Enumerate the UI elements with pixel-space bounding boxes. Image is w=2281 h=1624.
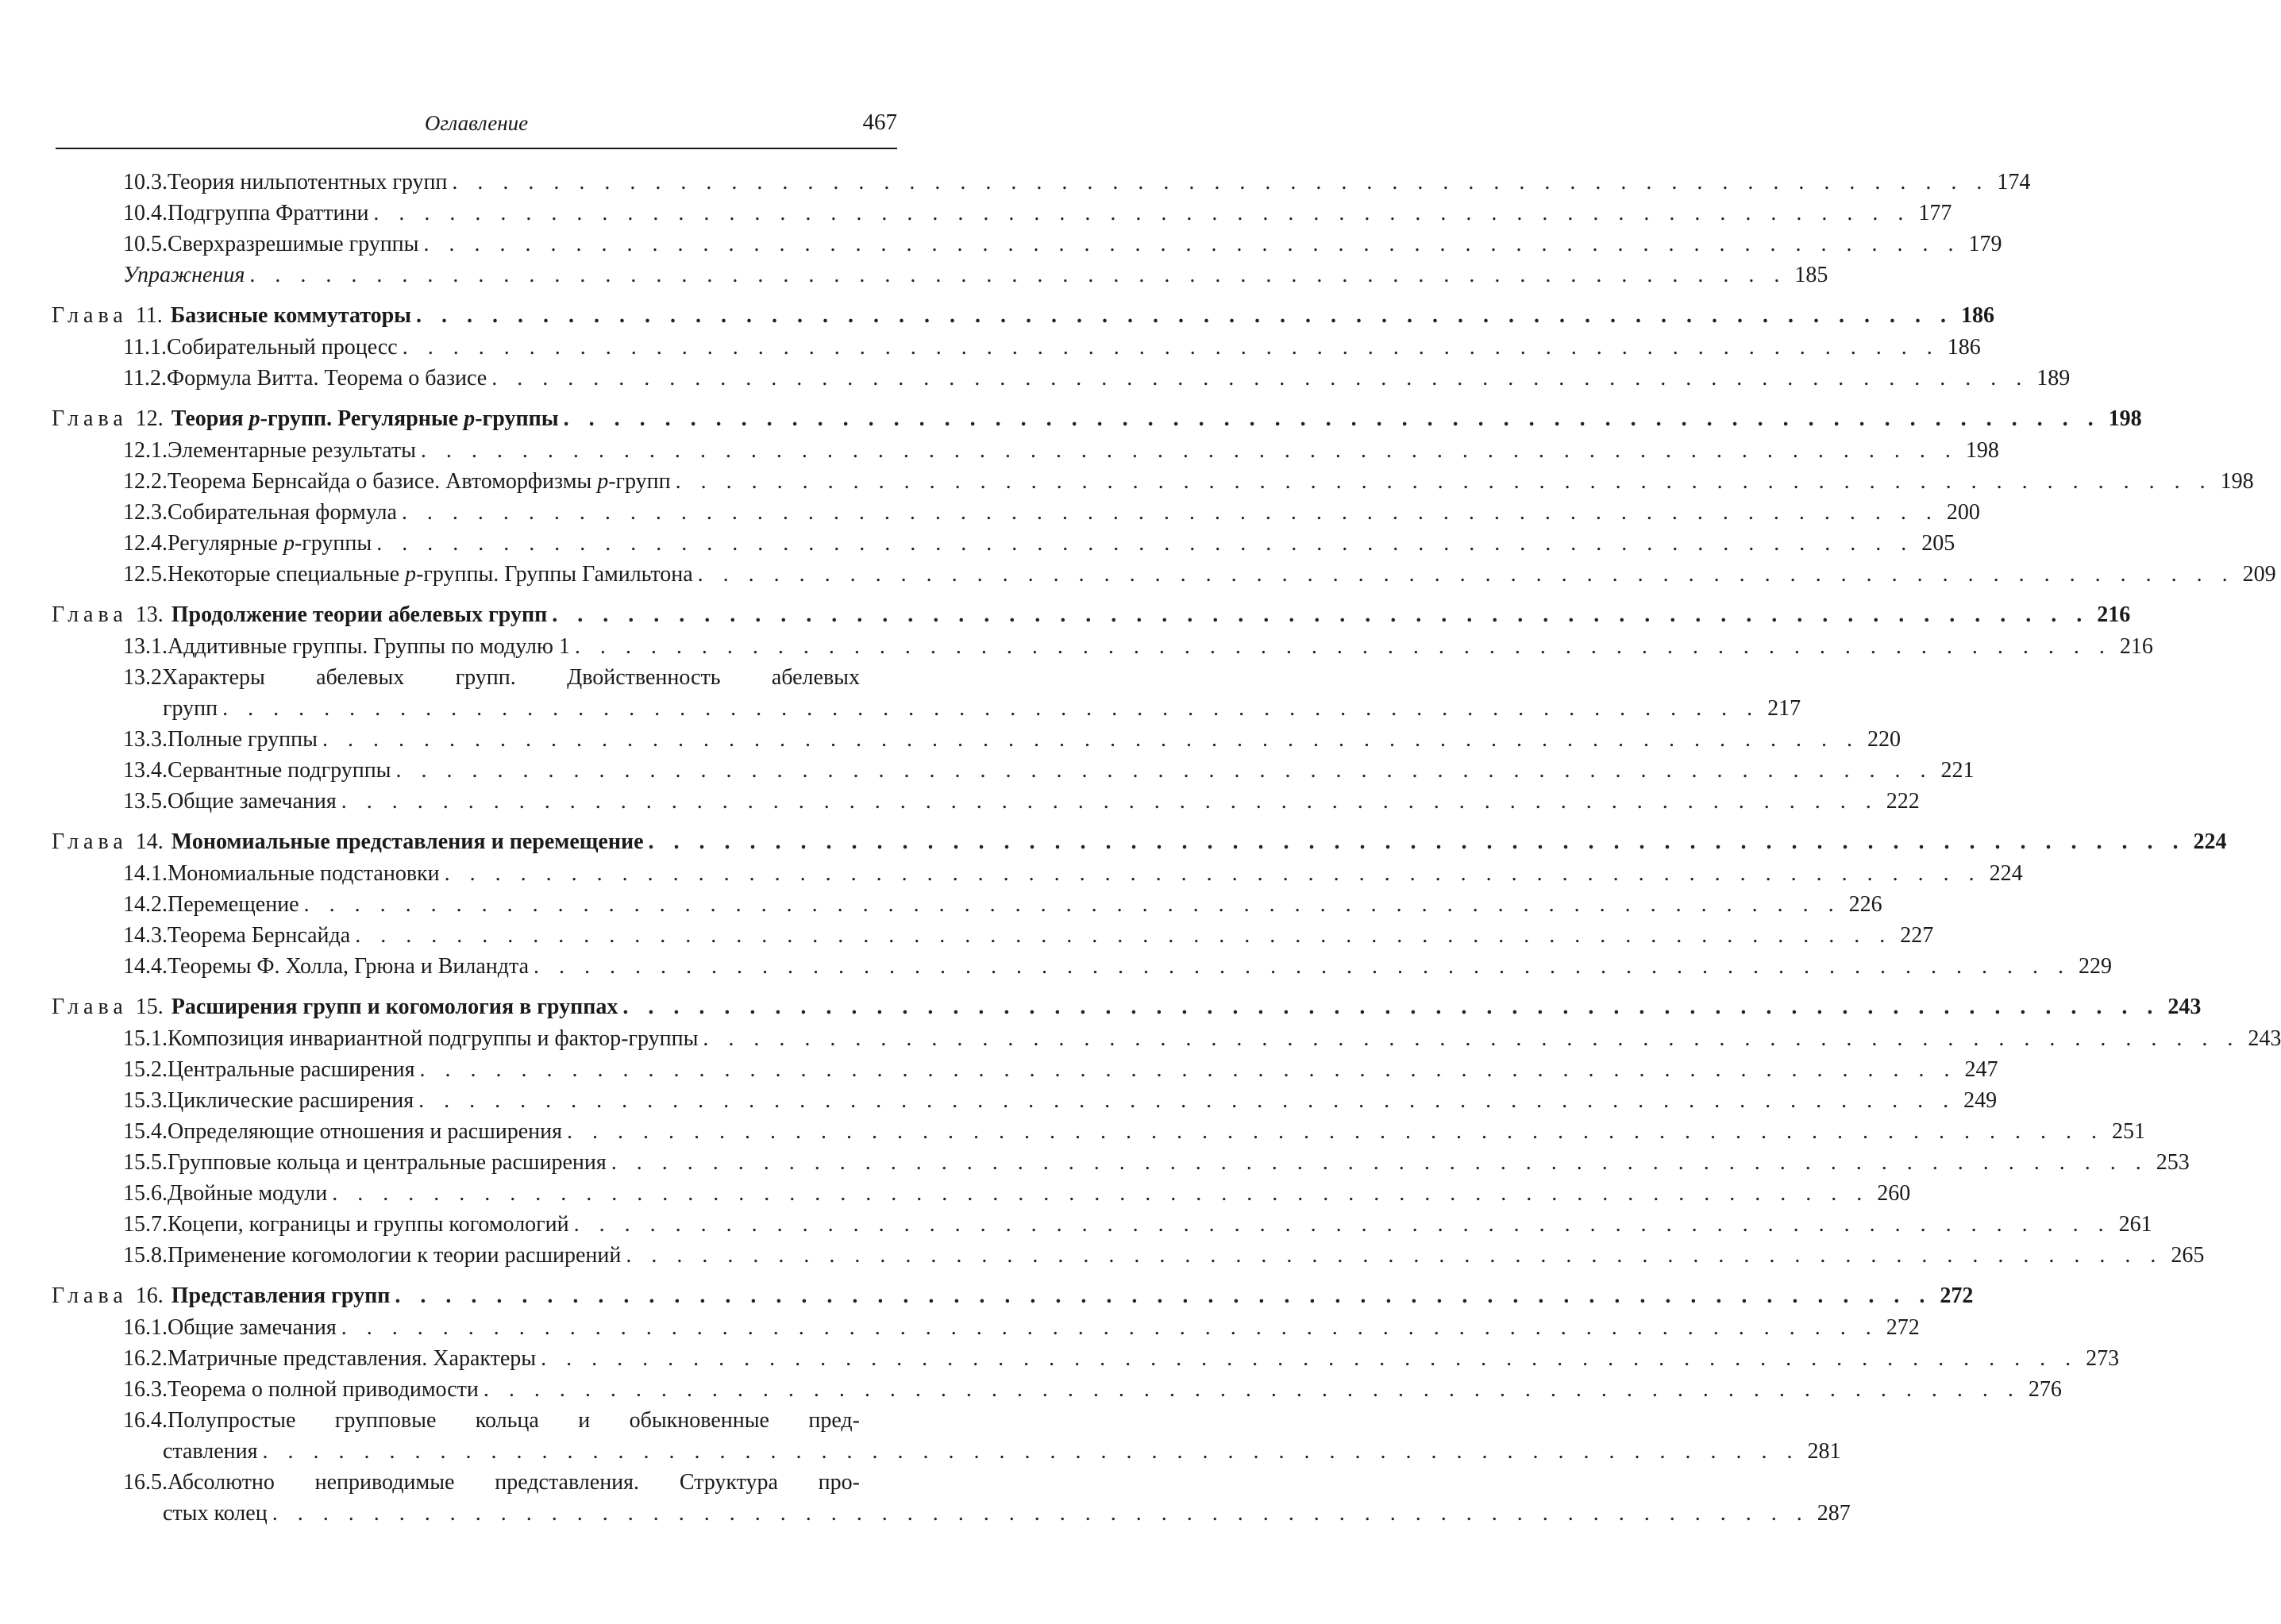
chapter-number: 12. (135, 406, 164, 431)
dot-leader: . . . . . . . . . . . . . . . . . . . . . . . . . . . . . . . . . . . . . . . . . . . . . . . . . . . . . . . . . . . . . (563, 406, 2101, 431)
toc-entry (52, 662, 1801, 724)
entry-page: 186 (1947, 335, 1981, 360)
dot-leader: . . . . . . . . . . . . . . . . . . . . . . . . . . . . . . . . . . . . . . . . . . . . . . . . . . . . . . . . . . . . . (567, 1119, 2105, 1144)
entry-title: Теорема Бернсайда (168, 923, 351, 948)
entry-number: 14.1. (123, 861, 168, 886)
dot-leader: . . . . . . . . . . . . . . . . . . . . . . . . . . . . . . . . . . . . . . . . . . . . . . . . . . . . . . . . . . . . . (322, 727, 1859, 752)
entry-page: 273 (2086, 1346, 2120, 1371)
toc-entry (52, 229, 2002, 260)
dot-leader: . . . . . . . . . . . . . . . . . . . . . . . . . . . . . . . . . . . . . . . . . . . . . . . . . . . . . . . . . . . . . (416, 303, 1954, 328)
chapter-word: Глава (52, 1283, 128, 1308)
dot-leader: . . . . . . . . . . . . . . . . . . . . . . . . . . . . . . . . . . . . . . . . . . . . . . . . . . . . . . . . . . . . . (611, 1150, 2148, 1175)
entry-page: 200 (1946, 500, 1980, 525)
entry-page: 249 (1963, 1088, 1998, 1113)
dot-leader: . . . . . . . . . . . . . . . . . . . . . . . . . . . . . . . . . . . . . . . . . . . . . . . . . . . . . . . . . . . . . (249, 263, 1787, 287)
chapter-title: Продолжение теории абелевых групп (171, 602, 548, 627)
dot-leader: . . . . . . . . . . . . . . . . . . . . . . . . . . . . . . . . . . . . . . . . . . . . . . . . . . . . . . . . . . . . . (444, 861, 1982, 886)
toc-entry (52, 1085, 1998, 1116)
entry-title: Центральные расширения (168, 1057, 415, 1082)
chapter-number: 16. (135, 1283, 164, 1308)
toc-entry-line (123, 662, 901, 693)
entry-number: 15.3. (123, 1088, 168, 1113)
entry-title: Сервантные подгруппы (168, 758, 391, 783)
dot-leader: . . . . . . . . . . . . . . . . . . . . . . . . . . . . . . . . . . . . . . . . . . . . . . . . . . . . . . . . . . . . . (491, 366, 2029, 391)
toc-chapter (52, 991, 2202, 1023)
entry-number: 13.2 (123, 665, 162, 690)
entry-number: 14.4. (123, 954, 168, 979)
dot-leader: . . . . . . . . . . . . . . . . . . . . . . . . . . . . . . . . . . . . . . . . . . . . . . . . . . . . . . . . . . . . . (573, 1212, 2111, 1237)
dot-leader: . . . . . . . . . . . . . . . . . . . . . . . . . . . . . . . . . . . . . . . . . . . . . . . . . . . . . . . . . . . . . (552, 602, 2090, 627)
toc-entry (52, 920, 1934, 951)
dot-leader: . . . . . . . . . . . . . . . . . . . . . . . . . . . . . . . . . . . . . . . . . . . . . . . . . . . . . . . . . . . . . (675, 469, 2213, 494)
dot-leader: . . . . . . . . . . . . . . . . . . . . . . . . . . . . . . . . . . . . . . . . . . . . . . . . . . . . . . . . . . . . . (626, 1243, 2163, 1268)
entry-title: Теорема Бернсайда о базисе. Автоморфизмы p-групп (168, 469, 671, 494)
entry-page: 209 (2242, 562, 2276, 587)
entry-page: 198 (2220, 469, 2254, 494)
toc-entry-line (123, 1498, 1851, 1529)
entry-page: 179 (1968, 232, 2002, 256)
toc-entry (52, 858, 2023, 889)
toc-entry (52, 951, 2113, 982)
page-number: 467 (862, 110, 897, 135)
entry-page: 251 (2112, 1119, 2146, 1144)
chapter-title: Мономиальные представления и перемещение (171, 829, 644, 854)
entry-page: 174 (1997, 170, 2031, 194)
entry-page: 189 (2036, 366, 2071, 391)
dot-leader: . . . . . . . . . . . . . . . . . . . . . . . . . . . . . . . . . . . . . . . . . . . . . . . . . . . . . . . . . . . . . (262, 1439, 1800, 1464)
entry-title: Собирательный процесс (166, 335, 398, 360)
entry-number: 16.2. (123, 1346, 168, 1371)
entry-number: 13.4. (123, 758, 168, 783)
toc-entry (52, 631, 2153, 662)
toc-entry (52, 1343, 2120, 1374)
toc-entry (52, 198, 1952, 229)
dot-leader: . . . . . . . . . . . . . . . . . . . . . . . . . . . . . . . . . . . . . . . . . . . . . . . . . . . . . . . . . . . . . (332, 1181, 1870, 1206)
chapter-word: Глава (52, 829, 128, 854)
toc-entry (52, 1116, 2146, 1147)
entry-title: Коцепи, кограницы и группы когомологий (168, 1212, 569, 1237)
dot-leader: . . . . . . . . . . . . . . . . . . . . . . . . . . . . . . . . . . . . . . . . . . . . . . . . . . . . . . . . . . . . . (697, 562, 2235, 587)
entry-page: 265 (2171, 1243, 2205, 1268)
entry-number: 12.2. (123, 469, 168, 494)
toc-entry (52, 1405, 1841, 1467)
entry-page: 217 (1767, 696, 1801, 721)
toc-chapter (52, 403, 2142, 435)
entry-page: 261 (2118, 1212, 2152, 1237)
dot-leader: . . . . . . . . . . . . . . . . . . . . . . . . . . . . . . . . . . . . . . . . . . . . . . . . . . . . . . . . . . . . . (574, 634, 2112, 659)
entry-title: Регулярные p-группы (168, 531, 372, 556)
dot-leader: . . . . . . . . . . . . . . . . . . . . . . . . . . . . . . . . . . . . . . . . . . . . . . . . . . . . . . . . . . . . . (452, 170, 1990, 194)
dot-leader: . . . . . . . . . . . . . . . . . . . . . . . . . . . . . . . . . . . . . . . . . . . . . . . . . . . . . . . . . . . . . (622, 995, 2160, 1019)
entry-number: 15.7. (123, 1212, 168, 1237)
entry-title-continued: стых колец (163, 1501, 268, 1526)
dot-leader: . . . . . . . . . . . . . . . . . . . . . . . . . . . . . . . . . . . . . . . . . . . . . . . . . . . . . . . . . . . . . (423, 232, 1961, 256)
entry-title: Теоремы Ф. Холла, Грюна и Виландта (168, 954, 530, 979)
entry-number: 16.1. (123, 1315, 168, 1340)
entry-number: 15.2. (123, 1057, 168, 1082)
entry-title: Полупростые групповые кольца и обыкновенные пред- (168, 1408, 860, 1433)
entry-number: 14.2. (123, 892, 168, 917)
chapter-number: 11. (135, 303, 163, 328)
entry-number: 15.5. (123, 1150, 168, 1175)
entry-number: 15.6. (123, 1181, 168, 1206)
toc-entry (52, 497, 1980, 528)
dot-leader: . . . . . . . . . . . . . . . . . . . . . . . . . . . . . . . . . . . . . . . . . . . . . . . . . . . . . . . . . . . . . (376, 531, 1914, 556)
entry-number: 10.5. (123, 232, 168, 256)
entry-title: Групповые кольца и центральные расширения (168, 1150, 607, 1175)
entry-page: 224 (2193, 829, 2227, 854)
chapter-title: Базисные коммутаторы (170, 303, 412, 328)
chapter-number: 14. (135, 829, 164, 854)
dot-leader: . . . . . . . . . . . . . . . . . . . . . . . . . . . . . . . . . . . . . . . . . . . . . . . . . . . . . . . . . . . . . (418, 1088, 1956, 1113)
entry-number: 16.4. (123, 1408, 168, 1433)
toc-entry (52, 332, 1981, 363)
toc-entry (52, 260, 1828, 291)
entry-page: 205 (1921, 531, 1955, 556)
entry-title: Подгруппа Фраттини (168, 201, 369, 225)
chapter-number: 13. (135, 602, 164, 627)
entry-page: 253 (2156, 1150, 2190, 1175)
dot-leader: . . . . . . . . . . . . . . . . . . . . . . . . . . . . . . . . . . . . . . . . . . . . . . . . . . . . . . . . . . . . . (341, 1315, 1878, 1340)
chapter-word: Глава (52, 406, 128, 431)
entry-title: Некоторые специальные p-группы. Группы Гамильтона (168, 562, 693, 587)
entry-number: 12.3. (123, 500, 168, 525)
entry-page: 281 (1807, 1439, 1841, 1464)
dot-leader: . . . . . . . . . . . . . . . . . . . . . . . . . . . . . . . . . . . . . . . . . . . . . . . . . . . . . . . . . . . . . (419, 1057, 1957, 1082)
toc-entry (52, 724, 1901, 755)
entry-page: 221 (1940, 758, 1975, 783)
entry-number: 12.5. (123, 562, 168, 587)
dot-leader: . . . . . . . . . . . . . . . . . . . . . . . . . . . . . . . . . . . . . . . . . . . . . . . . . . . . . . . . . . . . . (401, 500, 1939, 525)
table-of-contents (52, 167, 2281, 1529)
entry-number: 16.3. (123, 1377, 168, 1402)
chapter-word: Глава (52, 602, 128, 627)
entry-title: Формула Витта. Теорема о базисе (166, 366, 487, 391)
entry-number: 16.5. (123, 1470, 168, 1495)
entry-page: 224 (1989, 861, 2023, 886)
entry-title: Характеры абелевых групп. Двойственность абелевых (162, 665, 860, 690)
toc-entry-line (123, 1405, 901, 1436)
dot-leader: . . . . . . . . . . . . . . . . . . . . . . . . . . . . . . . . . . . . . . . . . . . . . . . . . . . . . . . . . . . . . (648, 829, 2186, 854)
entry-number: 11.1. (123, 335, 167, 360)
entry-title: Общие замечания (168, 789, 337, 814)
entry-page: 260 (1877, 1181, 1911, 1206)
entry-number: 15.4. (123, 1119, 168, 1144)
entry-number: 13.1. (123, 634, 168, 659)
toc-entry-line (123, 693, 1801, 724)
dot-leader: . . . . . . . . . . . . . . . . . . . . . . . . . . . . . . . . . . . . . . . . . . . . . . . . . . . . . . . . . . . . . (395, 1283, 1932, 1308)
dot-leader: . . . . . . . . . . . . . . . . . . . . . . . . . . . . . . . . . . . . . . . . . . . . . . . . . . . . . . . . . . . . . (534, 954, 2071, 979)
entry-title: Композиция инвариантной подгруппы и фактор-группы (168, 1026, 699, 1051)
dot-leader: . . . . . . . . . . . . . . . . . . . . . . . . . . . . . . . . . . . . . . . . . . . . . . . . . . . . . . . . . . . . . (703, 1026, 2241, 1051)
entry-page: 287 (1817, 1501, 1851, 1526)
entry-page: 227 (1900, 923, 1934, 948)
toc-entry (52, 363, 2071, 394)
entry-number: 13.3. (123, 727, 168, 752)
entry-page: 216 (2119, 634, 2153, 659)
entry-page: 216 (2097, 602, 2131, 627)
entry-title: Применение когомологии к теории расширений (168, 1243, 622, 1268)
entry-page: 186 (1961, 303, 1995, 328)
running-title: Оглавление (424, 111, 529, 135)
entry-page: 276 (2028, 1377, 2062, 1402)
entry-page: 198 (2108, 406, 2142, 431)
entry-title: Абсолютно неприводимые представления. Структура про- (168, 1470, 860, 1495)
entry-title: Матричные представления. Характеры (168, 1346, 537, 1371)
entry-title: Сверхразрешимые группы (168, 232, 419, 256)
dot-leader: . . . . . . . . . . . . . . . . . . . . . . . . . . . . . . . . . . . . . . . . . . . . . . . . . . . . . . . . . . . . . (483, 1377, 2021, 1402)
dot-leader: . . . . . . . . . . . . . . . . . . . . . . . . . . . . . . . . . . . . . . . . . . . . . . . . . . . . . . . . . . . . . (402, 335, 1940, 360)
dot-leader: . . . . . . . . . . . . . . . . . . . . . . . . . . . . . . . . . . . . . . . . . . . . . . . . . . . . . . . . . . . . . (395, 758, 1933, 783)
chapter-word: Глава (52, 303, 128, 328)
entry-title: Элементарные результаты (168, 438, 416, 463)
entry-number: 14.3. (123, 923, 168, 948)
entry-page: 185 (1794, 263, 1828, 287)
entry-number: 12.1. (123, 438, 168, 463)
entry-page: 247 (1964, 1057, 1998, 1082)
entry-title: Упражнения (123, 263, 245, 287)
dot-leader: . . . . . . . . . . . . . . . . . . . . . . . . . . . . . . . . . . . . . . . . . . . . . . . . . . . . . . . . . . . . . (355, 923, 1893, 948)
entry-title-continued: групп (163, 696, 218, 721)
entry-page: 220 (1867, 727, 1901, 752)
entry-title: Перемещение (168, 892, 299, 917)
entry-page: 226 (1848, 892, 1882, 917)
entry-page: 272 (1940, 1283, 1974, 1308)
entry-title: Общие замечания (168, 1315, 337, 1340)
dot-leader: . . . . . . . . . . . . . . . . . . . . . . . . . . . . . . . . . . . . . . . . . . . . . . . . . . . . . . . . . . . . . (222, 696, 1760, 721)
toc-chapter (52, 300, 1995, 332)
entry-number: 11.2. (123, 366, 167, 391)
entry-page: 243 (2167, 995, 2202, 1019)
toc-entry (52, 1147, 2190, 1178)
toc-entry (52, 528, 1955, 559)
entry-title: Циклические расширения (168, 1088, 414, 1113)
toc-entry (52, 466, 2254, 497)
toc-entry (52, 559, 2276, 590)
chapter-title: Расширения групп и когомология в группах (171, 995, 618, 1019)
toc-chapter (52, 599, 2131, 631)
entry-title: Теория нильпотентных групп (168, 170, 448, 194)
entry-number: 10.3. (123, 170, 168, 194)
running-header (56, 110, 897, 149)
toc-entry (52, 1054, 1998, 1085)
toc-chapter (52, 826, 2227, 858)
entry-page: 222 (1886, 789, 1920, 814)
entry-number: 12.4. (123, 531, 168, 556)
chapter-number: 15. (135, 995, 164, 1019)
dot-leader: . . . . . . . . . . . . . . . . . . . . . . . . . . . . . . . . . . . . . . . . . . . . . . . . . . . . . . . . . . . . . (373, 201, 1911, 225)
chapter-title: Представления групп (171, 1283, 391, 1308)
entry-title: Двойные модули (168, 1181, 328, 1206)
toc-entry (52, 1467, 1851, 1529)
toc-entry (52, 755, 1975, 786)
toc-entry (52, 1209, 2152, 1240)
toc-entry (52, 786, 1920, 817)
entry-page: 198 (1965, 438, 1999, 463)
toc-entry (52, 167, 2031, 198)
entry-title: Собирательная формула (168, 500, 397, 525)
entry-page: 177 (1918, 201, 1952, 225)
entry-title: Полные группы (168, 727, 318, 752)
entry-title-continued: ставления (163, 1439, 258, 1464)
toc-entry (52, 1240, 2205, 1271)
entry-page: 243 (2248, 1026, 2281, 1051)
entry-number: 10.4. (123, 201, 168, 225)
entry-title: Определяющие отношения и расширения (168, 1119, 563, 1144)
toc-chapter (52, 1280, 1974, 1312)
toc-entry (52, 1023, 2281, 1054)
toc-entry (52, 1178, 1911, 1209)
entry-title: Мономиальные подстановки (168, 861, 440, 886)
entry-number: 15.1. (123, 1026, 168, 1051)
dot-leader: . . . . . . . . . . . . . . . . . . . . . . . . . . . . . . . . . . . . . . . . . . . . . . . . . . . . . . . . . . . . . (303, 892, 1841, 917)
dot-leader: . . . . . . . . . . . . . . . . . . . . . . . . . . . . . . . . . . . . . . . . . . . . . . . . . . . . . . . . . . . . . (341, 789, 1878, 814)
toc-entry-line (123, 1436, 1841, 1467)
dot-leader: . . . . . . . . . . . . . . . . . . . . . . . . . . . . . . . . . . . . . . . . . . . . . . . . . . . . . . . . . . . . . (541, 1346, 2079, 1371)
entry-page: 229 (2079, 954, 2113, 979)
toc-entry (52, 435, 1999, 466)
chapter-word: Глава (52, 995, 128, 1019)
dot-leader: . . . . . . . . . . . . . . . . . . . . . . . . . . . . . . . . . . . . . . . . . . . . . . . . . . . . . . . . . . . . . (272, 1501, 1809, 1526)
toc-entry (52, 1374, 2062, 1405)
toc-entry-line (123, 1467, 901, 1498)
entry-number: 13.5. (123, 789, 168, 814)
entry-number: 15.8. (123, 1243, 168, 1268)
dot-leader: . . . . . . . . . . . . . . . . . . . . . . . . . . . . . . . . . . . . . . . . . . . . . . . . . . . . . . . . . . . . . (420, 438, 1958, 463)
chapter-title: Теория p-групп. Регулярные p-группы (171, 406, 559, 431)
toc-entry (52, 1312, 1920, 1343)
entry-page: 272 (1886, 1315, 1920, 1340)
entry-title: Теорема о полной приводимости (168, 1377, 479, 1402)
toc-entry (52, 889, 1882, 920)
entry-title: Аддитивные группы. Группы по модулю 1 (168, 634, 570, 659)
